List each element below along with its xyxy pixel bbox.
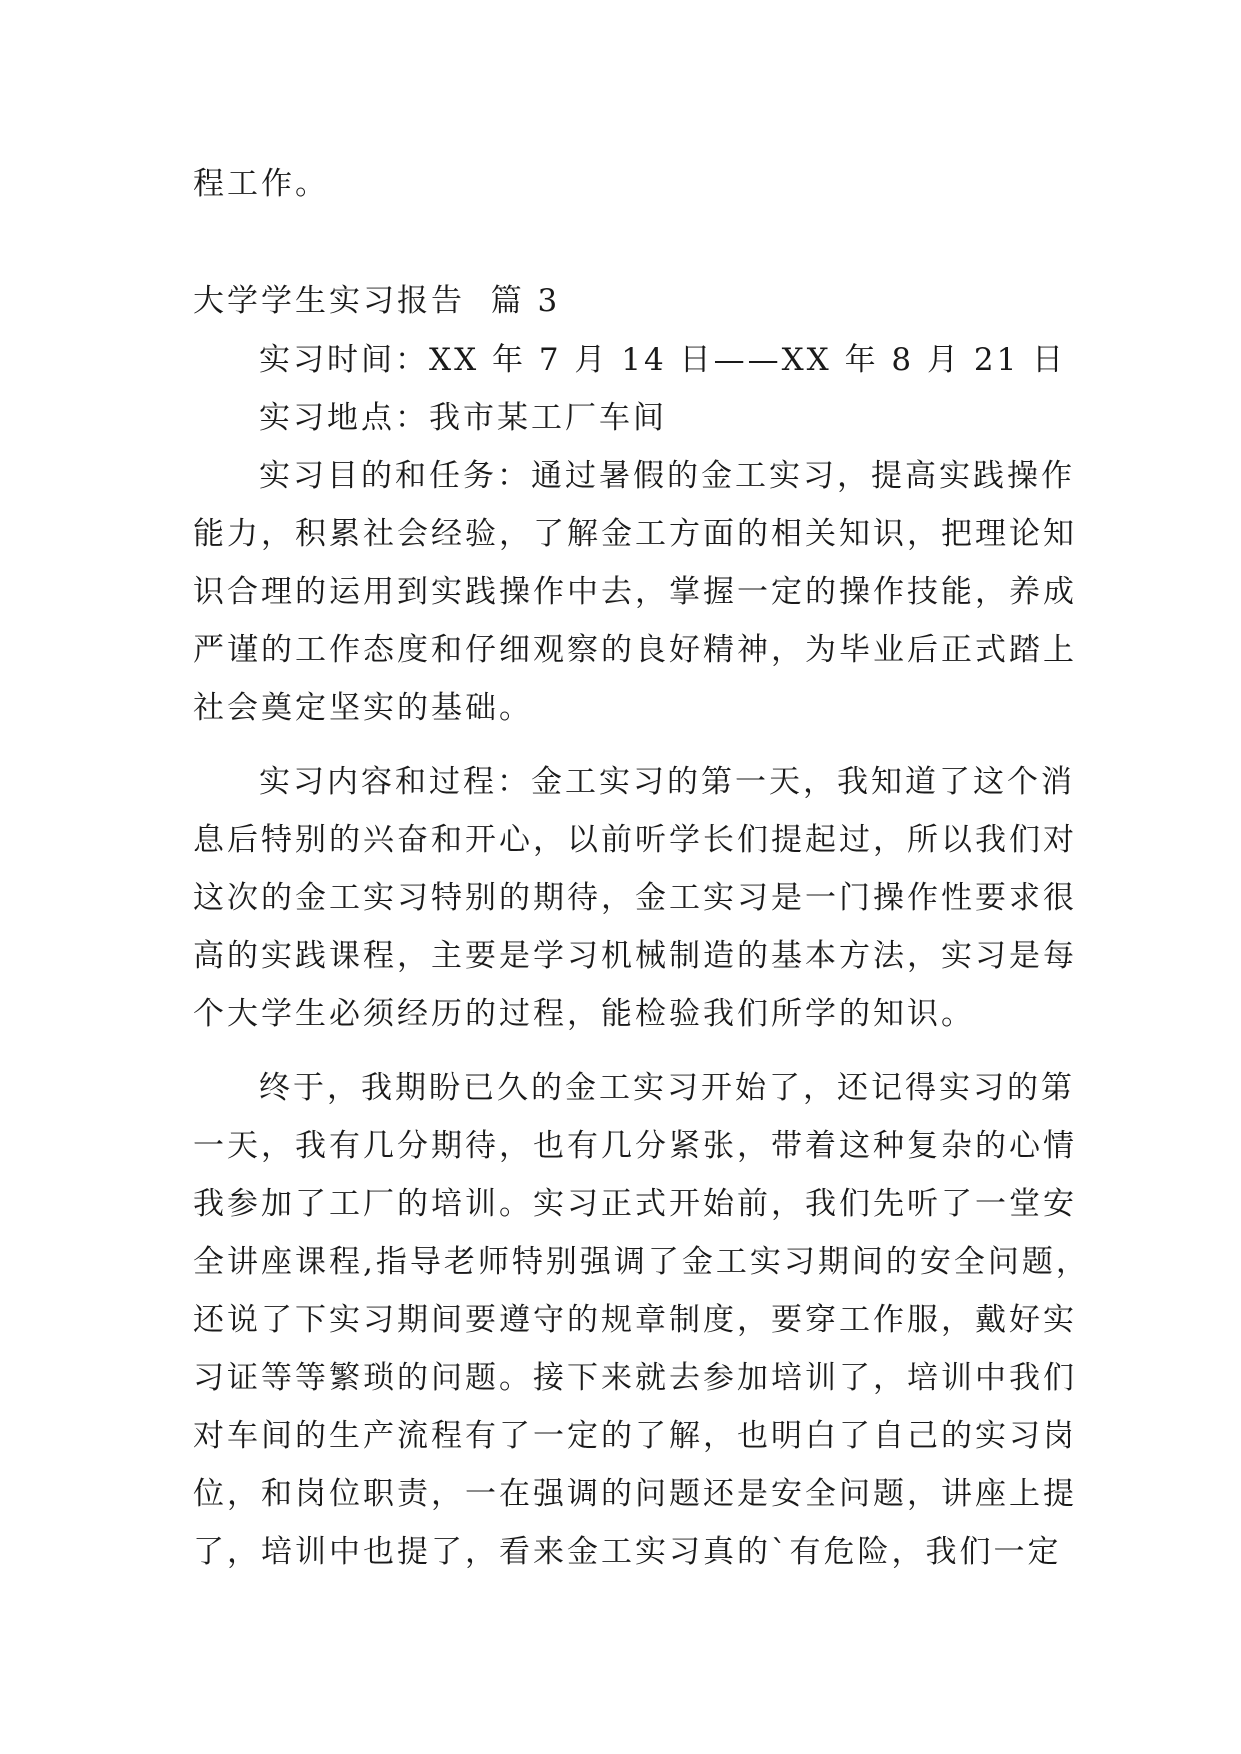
report-body bbox=[193, 331, 1090, 1581]
paragraph-spacer bbox=[193, 1043, 1055, 1059]
text-line: 位，和岗位职责，一在强调的问题还是安全问题，讲座上提 bbox=[193, 1476, 1077, 1512]
text-line: 终于，我期盼已久的金工实习开始了，还记得实习的第 bbox=[259, 1070, 1075, 1106]
text-line: 了，培训中也提了，看来金工实习真的`有危险，我们一定 bbox=[193, 1534, 1062, 1570]
paragraph-training bbox=[193, 1059, 1090, 1581]
text-line: 能力，积累社会经验，了解金工方面的相关知识，把理论知 bbox=[193, 516, 1077, 552]
text-line: 还说了下实习期间要遵守的规章制度，要穿工作服，戴好实 bbox=[193, 1302, 1077, 1338]
text-line: 识合理的运用到实践操作中去，掌握一定的操作技能，养成 bbox=[193, 574, 1077, 610]
text-line: 实习目的和任务：通过暑假的金工实习，提高实践操作 bbox=[259, 458, 1075, 494]
text-line: 习证等等繁琐的问题。接下来就去参加培训了，培训中我们 bbox=[193, 1360, 1077, 1396]
text-line: 我参加了工厂的培训。实习正式开始前，我们先听了一堂安 bbox=[193, 1186, 1077, 1222]
text-line: 社会奠定坚实的基础。 bbox=[193, 690, 533, 726]
text-line: 程工作。 bbox=[193, 166, 329, 202]
text-line: 实习内容和过程：金工实习的第一天，我知道了这个消 bbox=[259, 764, 1075, 800]
paragraph-purpose bbox=[193, 447, 1077, 737]
internship-time: 实习时间：XX 年 7 月 14 日——XX 年 8 月 21 日 bbox=[259, 342, 1067, 378]
paragraph-spacer bbox=[193, 737, 1055, 753]
section-heading bbox=[193, 272, 1055, 330]
text-line: 个大学生必须经历的过程，能检验我们所学的知识。 bbox=[193, 996, 975, 1032]
paragraph-content bbox=[193, 753, 1077, 1043]
text-line: 这次的金工实习特别的期待，金工实习是一门操作性要求很 bbox=[193, 880, 1077, 916]
section-title: 大学学生实习报告 篇 3 bbox=[193, 283, 561, 319]
text-line: 一天，我有几分期待，也有几分紧张，带着这种复杂的心情 bbox=[193, 1128, 1077, 1164]
text-line: 高的实践课程，主要是学习机械制造的基本方法，实习是每 bbox=[193, 938, 1077, 974]
text-line: 全讲座课程,指导老师特别强调了金工实习期间的安全问题， bbox=[193, 1244, 1090, 1280]
internship-location: 实习地点：我市某工厂车间 bbox=[259, 400, 667, 436]
continued-paragraph bbox=[193, 155, 1055, 213]
text-line: 严谨的工作态度和仔细观察的良好精神，为毕业后正式踏上 bbox=[193, 632, 1077, 668]
text-line: 对车间的生产流程有了一定的了解，也明白了自己的实习岗 bbox=[193, 1418, 1077, 1454]
text-line: 息后特别的兴奋和开心，以前听学长们提起过，所以我们对 bbox=[193, 822, 1077, 858]
